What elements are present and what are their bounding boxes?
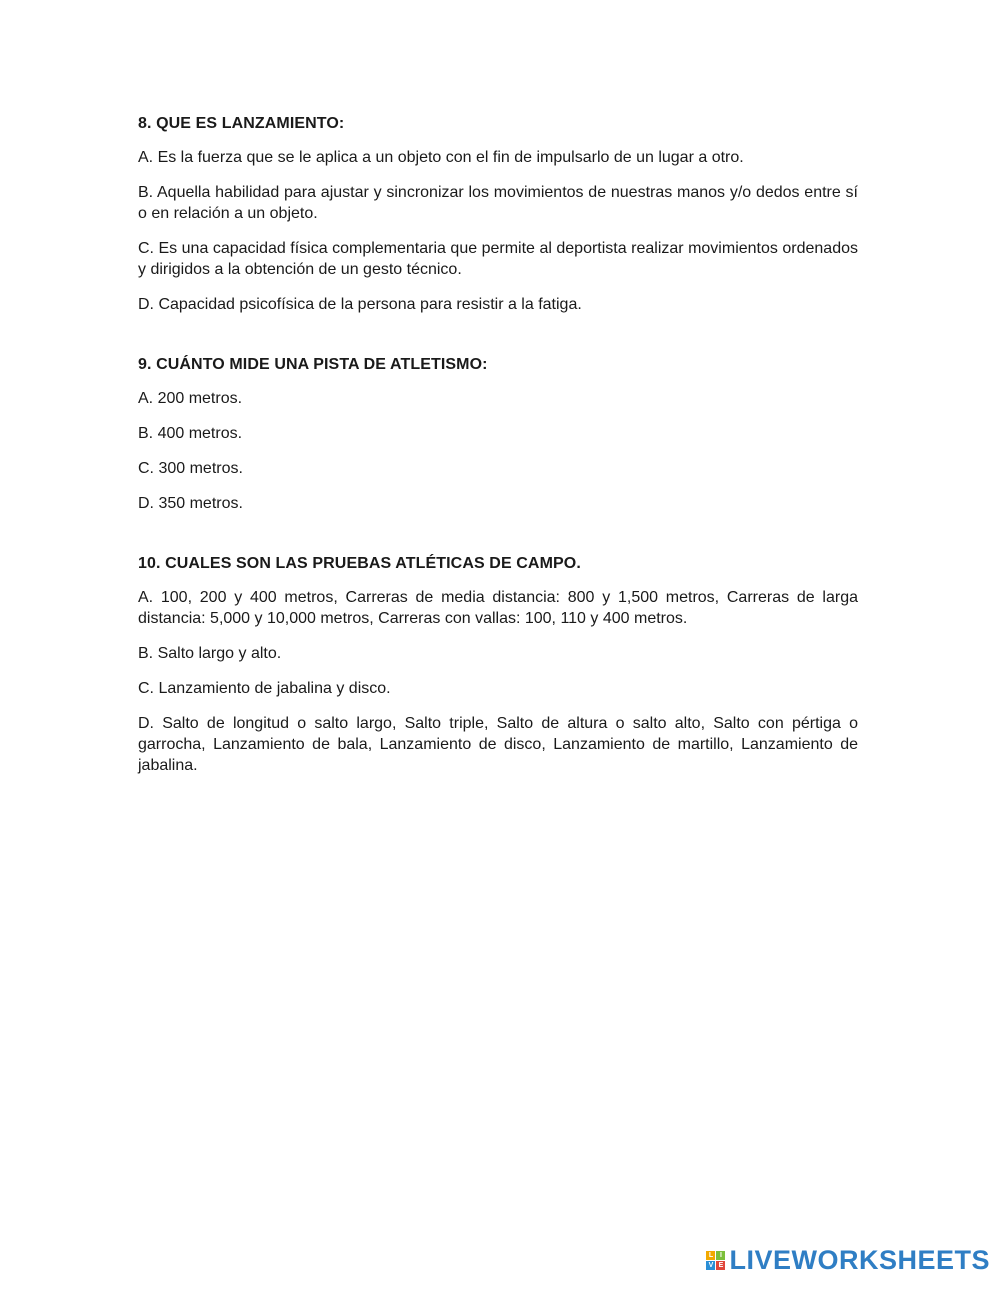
question-8 <box>138 114 858 315</box>
option-c: C. 300 metros. <box>138 460 243 477</box>
option-d: D. Salto de longitud o salto largo, Salto triple, Salto de altura o salto alto, Salto con pértiga o garrocha, Lanzamiento de bala, Lanzamiento de disco, Lanzamiento de martillo, Lanzamiento de jabalina. <box>138 715 858 774</box>
question-title: 10. CUALES SON LAS PRUEBAS ATLÉTICAS DE CAMPO. <box>138 555 581 572</box>
question-10 <box>138 554 858 776</box>
liveworksheets-logo <box>706 1245 990 1276</box>
question-title: 8. QUE ES LANZAMIENTO: <box>138 115 345 132</box>
option-d: D. Capacidad psicofísica de la persona para resistir a la fatiga. <box>138 296 582 313</box>
option-b: B. Salto largo y alto. <box>138 645 282 662</box>
logo-badge-icon: L I V E <box>706 1251 725 1270</box>
option-a: A. 200 metros. <box>138 390 243 407</box>
question-9 <box>138 355 858 514</box>
option-b: B. Aquella habilidad para ajustar y sincronizar los movimientos de nuestras manos y/o dedos entre sí o en relación a un objeto. <box>138 184 858 222</box>
option-a: A. Es la fuerza que se le aplica a un objeto con el fin de impulsarlo de un lugar a otro. <box>138 149 744 166</box>
logo-text: LIVEWORKSHEETS <box>729 1245 990 1275</box>
option-a: A. 100, 200 y 400 metros, Carreras de media distancia: 800 y 1,500 metros, Carreras de larga distancia: 5,000 y 10,000 metros, Carreras con vallas: 100, 110 y 400 metros. <box>138 589 858 627</box>
option-b: B. 400 metros. <box>138 425 243 442</box>
option-c: C. Es una capacidad física complementaria que permite al deportista realizar movimientos ordenados y dirigidos a la obtención de un gesto técnico. <box>138 240 858 278</box>
option-c: C. Lanzamiento de jabalina y disco. <box>138 680 391 697</box>
worksheet-page <box>138 114 858 790</box>
option-d: D. 350 metros. <box>138 495 243 512</box>
question-title: 9. CUÁNTO MIDE UNA PISTA DE ATLETISMO: <box>138 356 488 373</box>
